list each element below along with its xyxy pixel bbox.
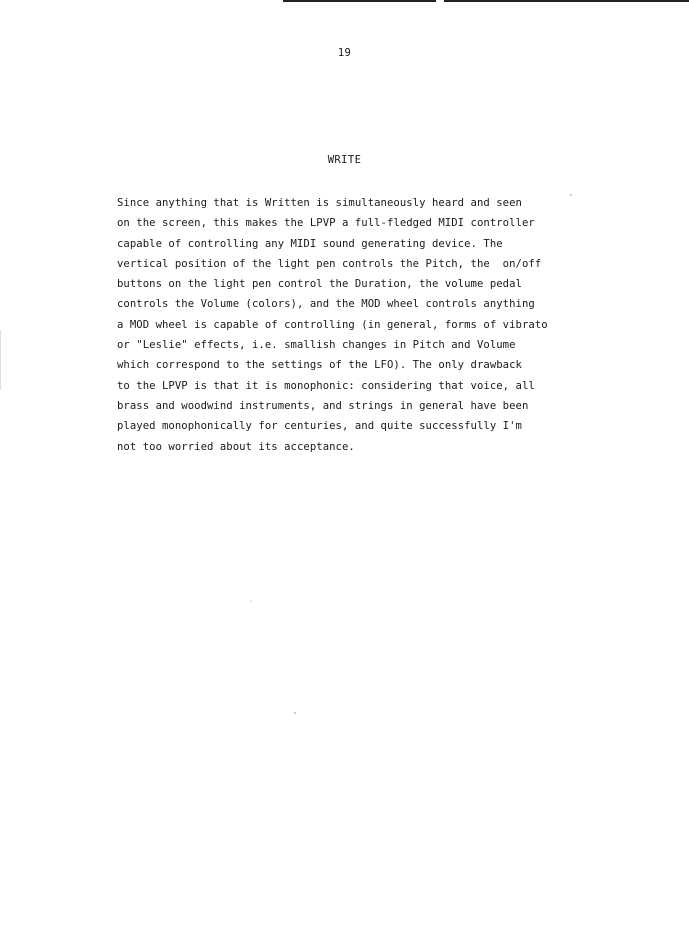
body-line: which correspond to the settings of the LFO). The only drawback	[117, 359, 522, 372]
top-rule-gap	[436, 0, 444, 2]
section-title: WRITE	[327, 154, 362, 166]
body-line: vertical position of the light pen controls the Pitch, the on/off	[117, 257, 542, 270]
body-line: a MOD wheel is capable of controlling (in general, forms of vibrato	[117, 318, 548, 331]
body-line: Since anything that is Written is simultaneously heard and seen	[117, 197, 522, 209]
body-line: capable of controlling any MIDI sound generating device. The	[117, 237, 503, 250]
scan-speck	[250, 600, 252, 602]
body-line: controls the Volume (colors), and the MOD wheel controls anything	[117, 298, 535, 311]
body-line: or "Leslie" effects, i.e. smallish changes in Pitch and Volume	[117, 339, 516, 352]
body-line: played monophonically for centuries, and quite successfully I'm	[117, 420, 522, 433]
body-line: to the LPVP is that it is monophonic: considering that voice, all	[117, 379, 535, 392]
page-number: 19	[337, 47, 352, 59]
body-paragraph	[117, 193, 577, 457]
body-line: on the screen, this makes the LPVP a full-fledged MIDI controller	[117, 217, 535, 230]
body-line: not too worried about its acceptance.	[117, 440, 355, 453]
body-line: buttons on the light pen control the Duration, the volume pedal	[117, 278, 522, 291]
top-rule	[283, 0, 689, 2]
scan-speck	[570, 194, 572, 196]
body-line: brass and woodwind instruments, and strings in general have been	[117, 399, 529, 412]
scan-edge-mark	[0, 330, 1, 390]
scan-speck	[294, 712, 296, 714]
